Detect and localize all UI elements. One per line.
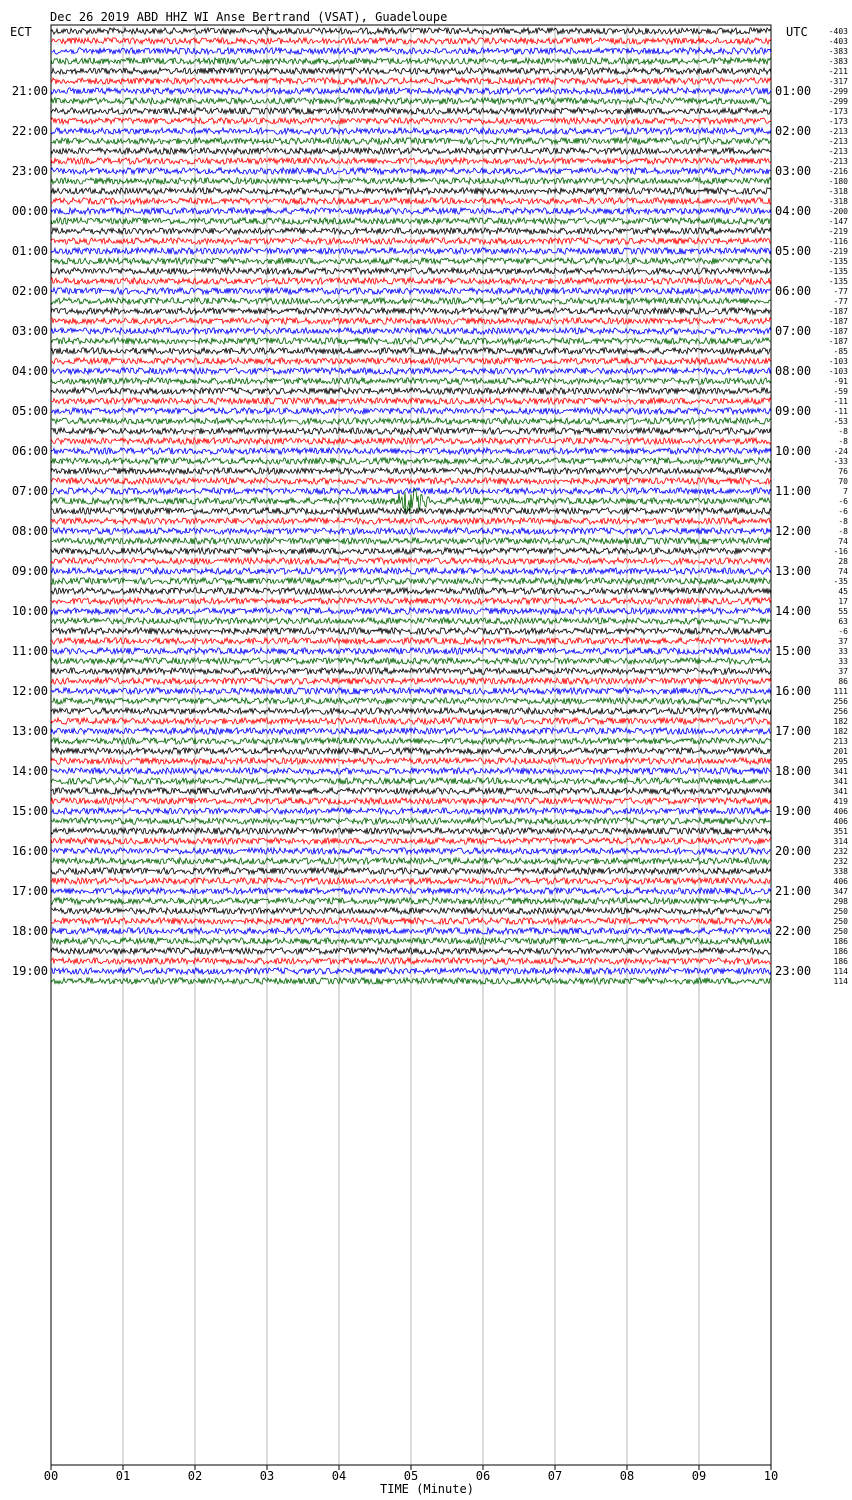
trace-value-label: -173: [828, 107, 848, 116]
left-hour-label: 13:00: [11, 724, 48, 738]
right-hour-label: 05:00: [775, 244, 812, 258]
trace-value-label: 347: [833, 887, 848, 896]
trace-value-label: -8: [838, 437, 848, 446]
x-tick-label: 10: [763, 1469, 779, 1483]
trace-value-label: 186: [833, 947, 848, 956]
trace-value-label: 341: [833, 767, 848, 776]
trace-value-label: 182: [833, 727, 848, 736]
left-hour-label: 00:00: [11, 204, 48, 218]
x-tick-label: 05: [403, 1469, 419, 1483]
trace-value-label: 76: [838, 467, 848, 476]
trace-value-label: -187: [828, 337, 848, 346]
trace-value-label: -211: [828, 67, 848, 76]
x-tick-label: 09: [691, 1469, 707, 1483]
trace-value-label: 341: [833, 787, 848, 796]
left-hour-label: 23:00: [11, 164, 48, 178]
trace-value-label: -200: [828, 207, 848, 216]
trace-value-label: -187: [828, 317, 848, 326]
trace-value-label: 406: [833, 877, 848, 886]
trace-value-label: -85: [833, 347, 848, 356]
left-hour-label: 22:00: [11, 124, 48, 138]
trace-value-label: -403: [828, 37, 848, 46]
trace-value-label: -147: [828, 217, 848, 226]
left-hour-label: 17:00: [11, 884, 48, 898]
left-hour-label: 11:00: [11, 644, 48, 658]
left-hour-label: 16:00: [11, 844, 48, 858]
trace-value-label: 201: [833, 747, 848, 756]
left-hour-label: 06:00: [11, 444, 48, 458]
x-tick-label: 04: [331, 1469, 347, 1483]
trace-value-label: 298: [833, 897, 848, 906]
trace-value-label: 33: [838, 657, 848, 666]
trace-value-label: -116: [828, 237, 848, 246]
trace-value-label: -53: [833, 417, 848, 426]
trace-value-label: 28: [838, 557, 848, 566]
x-tick-label: 02: [187, 1469, 203, 1483]
x-tick-label: 07: [547, 1469, 563, 1483]
trace-value-label: -8: [838, 427, 848, 436]
trace-value-label: 256: [833, 697, 848, 706]
right-hour-label: 07:00: [775, 324, 812, 338]
trace-value-label: -219: [828, 227, 848, 236]
trace-value-label: 37: [838, 637, 848, 646]
trace-value-label: -91: [833, 377, 848, 386]
trace-value-label: 55: [838, 607, 848, 616]
x-tick-label: 08: [619, 1469, 635, 1483]
trace-value-label: -135: [828, 277, 848, 286]
trace-value-label: -318: [828, 197, 848, 206]
trace-value-label: -135: [828, 267, 848, 276]
trace-value-label: -383: [828, 47, 848, 56]
left-hour-label: 18:00: [11, 924, 48, 938]
right-hour-label: 14:00: [775, 604, 812, 618]
trace-value-label: -403: [828, 27, 848, 36]
trace-value-label: -6: [838, 507, 848, 516]
trace-value-label: -213: [828, 147, 848, 156]
trace-value-label: 314: [833, 837, 848, 846]
trace-value-label: -299: [828, 97, 848, 106]
right-hour-label: 09:00: [775, 404, 812, 418]
trace-value-label: 186: [833, 937, 848, 946]
trace-value-label: -11: [833, 407, 848, 416]
left-hour-label: 21:00: [11, 84, 48, 98]
left-hour-label: 05:00: [11, 404, 48, 418]
trace-value-label: -187: [828, 307, 848, 316]
right-hour-label: 02:00: [775, 124, 812, 138]
trace-value-label: 250: [833, 917, 848, 926]
right-hour-label: 08:00: [775, 364, 812, 378]
left-hour-label: 07:00: [11, 484, 48, 498]
right-hour-label: 13:00: [775, 564, 812, 578]
trace-value-label: -187: [828, 327, 848, 336]
left-timezone-label: ECT: [10, 25, 32, 39]
plot-title: Dec 26 2019 ABD HHZ WI Anse Bertrand (VSAT), Guadeloupe: [50, 10, 448, 24]
right-hour-label: 03:00: [775, 164, 812, 178]
trace-value-label: 86: [838, 677, 848, 686]
trace-value-label: 338: [833, 867, 848, 876]
trace-value-label: 232: [833, 857, 848, 866]
left-hour-label: 04:00: [11, 364, 48, 378]
x-axis-label: TIME (Minute): [380, 1482, 474, 1496]
trace-value-label: -173: [828, 117, 848, 126]
trace-value-label: -8: [838, 527, 848, 536]
trace-value-label: 70: [838, 477, 848, 486]
left-hour-label: 01:00: [11, 244, 48, 258]
right-hour-label: 01:00: [775, 84, 812, 98]
trace-value-label: 256: [833, 707, 848, 716]
x-tick-label: 03: [259, 1469, 275, 1483]
trace-value-label: -219: [828, 247, 848, 256]
trace-value-label: -317: [828, 77, 848, 86]
right-hour-label: 18:00: [775, 764, 812, 778]
trace-value-label: -383: [828, 57, 848, 66]
left-hour-label: 08:00: [11, 524, 48, 538]
left-hour-label: 19:00: [11, 964, 48, 978]
trace-value-label: 213: [833, 737, 848, 746]
trace-value-label: 114: [833, 967, 848, 976]
x-tick-label: 01: [115, 1469, 131, 1483]
trace-value-label: -6: [838, 497, 848, 506]
trace-value-label: 111: [833, 687, 848, 696]
right-hour-label: 16:00: [775, 684, 812, 698]
right-hour-label: 12:00: [775, 524, 812, 538]
trace-value-label: -77: [833, 297, 848, 306]
right-hour-label: 15:00: [775, 644, 812, 658]
right-hour-label: 23:00: [775, 964, 812, 978]
trace-value-label: -59: [833, 387, 848, 396]
right-hour-label: 21:00: [775, 884, 812, 898]
trace-value-label: -216: [828, 167, 848, 176]
trace-value-label: 182: [833, 717, 848, 726]
trace-value-label: -135: [828, 257, 848, 266]
trace-value-label: -11: [833, 397, 848, 406]
trace-value-label: 419: [833, 797, 848, 806]
right-hour-label: 10:00: [775, 444, 812, 458]
trace-value-label: 250: [833, 907, 848, 916]
left-hour-label: 14:00: [11, 764, 48, 778]
trace-value-label: 17: [838, 597, 848, 606]
trace-value-label: -6: [838, 627, 848, 636]
trace-value-label: -24: [833, 447, 848, 456]
trace-value-label: -77: [833, 287, 848, 296]
trace-value-label: -35: [833, 577, 848, 586]
left-hour-label: 15:00: [11, 804, 48, 818]
right-hour-label: 11:00: [775, 484, 812, 498]
trace-value-label: 341: [833, 777, 848, 786]
trace-value-label: 406: [833, 817, 848, 826]
x-tick-label: 00: [43, 1469, 59, 1483]
trace-value-label: 351: [833, 827, 848, 836]
right-hour-label: 17:00: [775, 724, 812, 738]
trace-value-label: 74: [838, 537, 848, 546]
trace-value-label: 232: [833, 847, 848, 856]
left-hour-label: 02:00: [11, 284, 48, 298]
right-hour-label: 20:00: [775, 844, 812, 858]
right-timezone-label: UTC: [786, 25, 808, 39]
trace-value-label: 45: [838, 587, 848, 596]
trace-value-label: -213: [828, 137, 848, 146]
trace-value-label: 186: [833, 957, 848, 966]
trace-value-label: -16: [833, 547, 848, 556]
trace-value-label: -33: [833, 457, 848, 466]
right-hour-label: 04:00: [775, 204, 812, 218]
right-hour-label: 06:00: [775, 284, 812, 298]
left-hour-label: 12:00: [11, 684, 48, 698]
trace-value-label: -213: [828, 157, 848, 166]
trace-value-label: 295: [833, 757, 848, 766]
trace-value-label: -180: [828, 177, 848, 186]
left-hour-label: 03:00: [11, 324, 48, 338]
trace-value-label: -103: [828, 367, 848, 376]
trace-value-label: -103: [828, 357, 848, 366]
trace-value-label: 63: [838, 617, 848, 626]
trace-value-label: 114: [833, 977, 848, 986]
trace-value-label: 250: [833, 927, 848, 936]
left-hour-label: 09:00: [11, 564, 48, 578]
trace-value-label: -299: [828, 87, 848, 96]
trace-value-label: 7: [843, 487, 848, 496]
trace-value-label: 37: [838, 667, 848, 676]
trace-value-label: 406: [833, 807, 848, 816]
trace-value-label: 33: [838, 647, 848, 656]
trace-value-label: -8: [838, 517, 848, 526]
right-hour-label: 19:00: [775, 804, 812, 818]
trace-value-label: -213: [828, 127, 848, 136]
x-tick-label: 06: [475, 1469, 491, 1483]
right-hour-label: 22:00: [775, 924, 812, 938]
trace-value-label: 74: [838, 567, 848, 576]
left-hour-label: 10:00: [11, 604, 48, 618]
trace-value-label: -318: [828, 187, 848, 196]
